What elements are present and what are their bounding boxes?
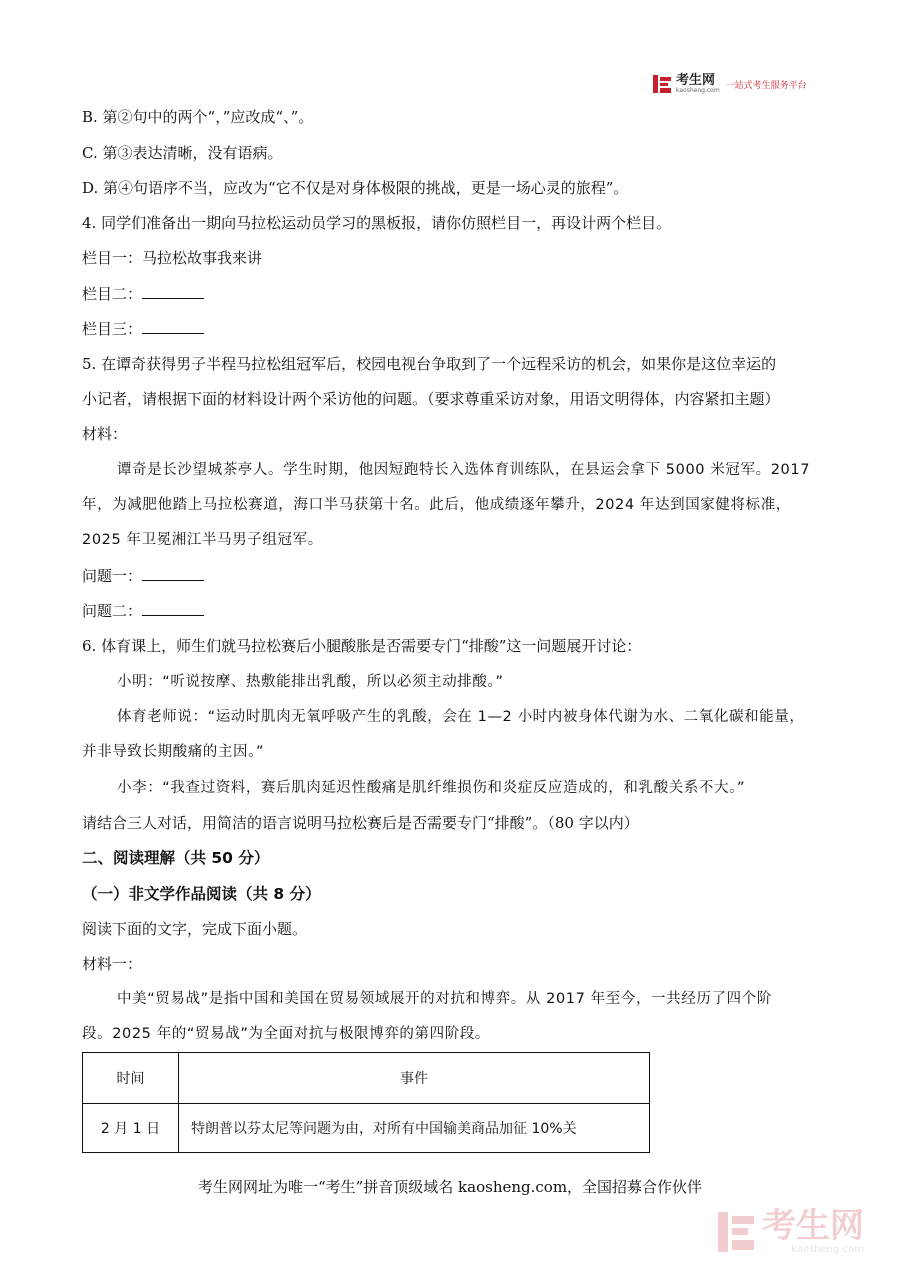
column-two-label: 栏目二： bbox=[82, 285, 143, 303]
table-cell-event: 特朗普以芬太尼等问题为由，对所有中国输美商品加征 10%关 bbox=[179, 1104, 650, 1153]
dialogue-teacher-line-2: 并非导致长期酸痛的主因。” bbox=[82, 744, 265, 760]
question-two bbox=[82, 601, 204, 621]
header-logo bbox=[652, 71, 822, 97]
material-one-line-2: 段。2025 年的“贸易战”为全面对抗与极限博弈的第四阶段。 bbox=[82, 1026, 491, 1042]
column-one: 栏目一：马拉松故事我来讲 bbox=[82, 249, 263, 267]
option-c: C. 第③表达清晰，没有语病。 bbox=[82, 144, 283, 162]
watermark bbox=[716, 1204, 886, 1260]
table-header-row bbox=[83, 1053, 650, 1104]
trade-war-table bbox=[82, 1052, 650, 1153]
subsection-heading: （一）非文学作品阅读（共 8 分） bbox=[82, 885, 321, 903]
dialogue-teacher-line-1: 体育老师说：“运动时肌肉无氧呼吸产生的乳酸，会在 1—2 小时内被身体代谢为水、二氧化碳和能量， bbox=[117, 709, 805, 725]
dialogue-xiaoli: 小李：“我查过资料，赛后肌肉延迟性酸痛是肌纤维损伤和炎症反应造成的，和乳酸关系不大。” bbox=[117, 780, 746, 796]
question-6-instruction: 请结合三人对话，用简洁的语言说明马拉松赛后是否需要专门“排酸”。（80 字以内） bbox=[82, 814, 639, 832]
logo-brand-domain: kaosheng.com bbox=[676, 87, 720, 94]
table-header-event: 事件 bbox=[179, 1053, 650, 1104]
section-heading: 二、阅读理解（共 50 分） bbox=[82, 849, 270, 867]
question-one bbox=[82, 566, 204, 586]
watermark-domain: kaosheng.com bbox=[791, 1244, 864, 1255]
material-line-1: 谭奇是长沙望城茶亭人。学生时期，他因短跑特长入选体育训练队，在县运会拿下 5000 米冠军。2017 bbox=[117, 462, 811, 478]
page-footer: 考生网网址为唯一“考生”拼音顶级域名 kaosheng.com，全国招募合作伙伴 bbox=[197, 1178, 703, 1196]
column-three-blank[interactable] bbox=[142, 319, 204, 334]
material-line-2: 年，为减肥他踏上马拉松赛道，海口半马获第十名。此后，他成绩逐年攀升，2024 年达到国家健将标准， bbox=[82, 497, 791, 513]
table-header-time: 时间 bbox=[83, 1053, 179, 1104]
option-d: D. 第④句语序不当，应改为“它不仅是对身体极限的挑战，更是一场心灵的旅程”。 bbox=[82, 179, 629, 197]
material-line-3: 2025 年卫冕湘江半马男子组冠军。 bbox=[82, 532, 323, 548]
option-b: B. 第②句中的两个“，”应改成“、”。 bbox=[82, 108, 314, 126]
material-label: 材料： bbox=[82, 425, 128, 443]
logo-brand-name: 考生网 bbox=[676, 73, 716, 88]
kaosheng-logo-icon bbox=[652, 74, 672, 94]
question-two-label: 问题二： bbox=[82, 602, 143, 620]
question-5-line-1: 5. 在谭奇获得男子半程马拉松组冠军后，校园电视台争取到了一个远程采访的机会，如果你是这位幸运的 bbox=[82, 355, 777, 373]
question-one-label: 问题一： bbox=[82, 567, 143, 585]
material-one-line-1: 中美“贸易战”是指中国和美国在贸易领域展开的对抗和博弈。从 2017 年至今，一共经历了四个阶 bbox=[117, 991, 772, 1007]
question-two-blank[interactable] bbox=[142, 601, 204, 616]
material-one-label: 材料一： bbox=[82, 955, 143, 973]
watermark-brand-name: 考生网 bbox=[762, 1206, 864, 1246]
logo-slogan: 一站式考生服务平台 bbox=[725, 80, 807, 91]
column-three bbox=[82, 319, 204, 339]
table-cell-time: 2 月 1 日 bbox=[83, 1104, 179, 1153]
watermark-logo-icon bbox=[716, 1210, 756, 1254]
question-5-line-2: 小记者，请根据下面的材料设计两个采访他的问题。（要求尊重采访对象，用语文明得体，内容紧扣主题） bbox=[82, 390, 780, 408]
column-two bbox=[82, 284, 204, 304]
column-two-blank[interactable] bbox=[142, 284, 204, 299]
table-row bbox=[83, 1104, 650, 1153]
dialogue-xiaoming: 小明：“听说按摩、热敷能排出乳酸，所以必须主动排酸。” bbox=[117, 674, 504, 690]
column-three-label: 栏目三： bbox=[82, 320, 143, 338]
reading-instruction: 阅读下面的文字，完成下面小题。 bbox=[82, 920, 308, 938]
question-one-blank[interactable] bbox=[142, 566, 204, 581]
question-6: 6. 体育课上，师生们就马拉松赛后小腿酸胀是否需要专门“排酸”这一问题展开讨论： bbox=[82, 637, 642, 655]
question-4: 4. 同学们准备出一期向马拉松运动员学习的黑板报，请你仿照栏目一，再设计两个栏目。 bbox=[82, 214, 672, 232]
